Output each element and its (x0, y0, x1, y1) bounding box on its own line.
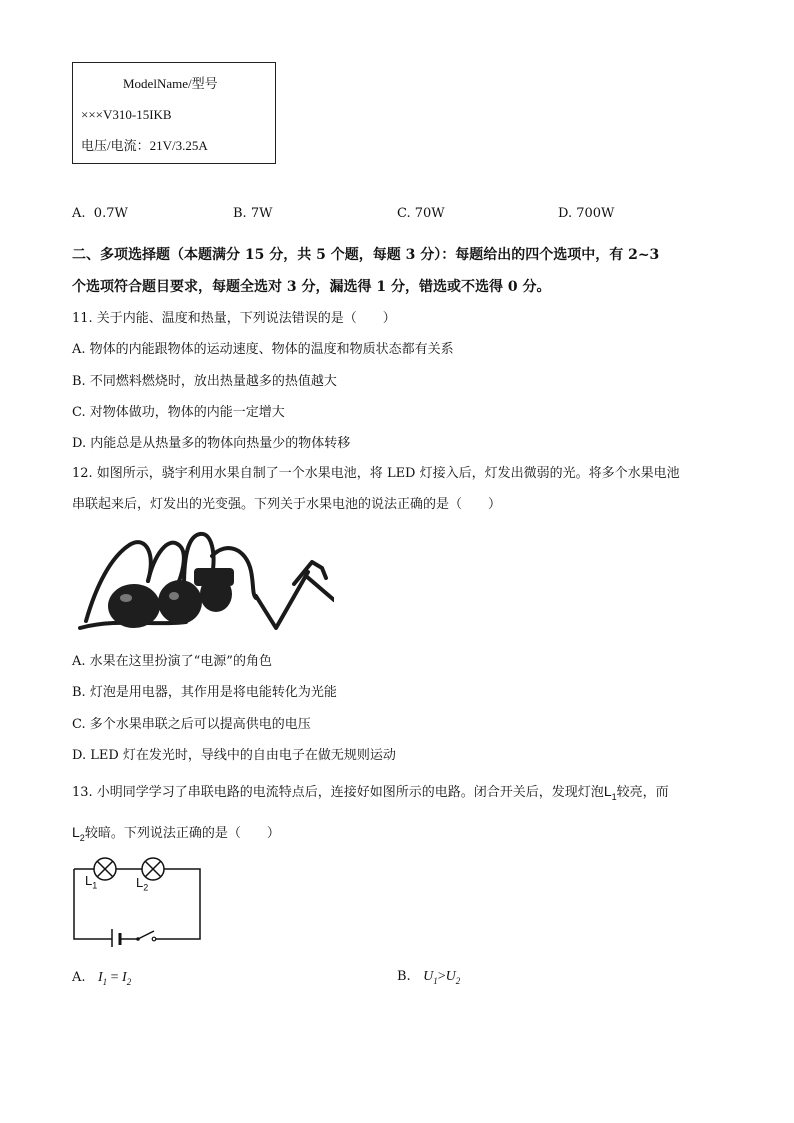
q10-option-c-letter: C. (397, 206, 411, 221)
q10-option-d-text: 700W (576, 206, 615, 221)
q10-option-b-text: 7W (250, 206, 273, 221)
q12-option-c: C. 多个水果串联之后可以提高供电的电压 (72, 717, 311, 732)
current-i1: I (97, 970, 103, 985)
q13-l2-symbol (72, 824, 85, 843)
q12-option-b: B. 灯泡是用电器，其作用是将电能转化为光能 (72, 685, 337, 700)
circuit-label-l2-sub: 2 (143, 882, 149, 893)
greater-than-sign: > (437, 969, 446, 984)
q13-option-a-letter: A. (72, 970, 86, 985)
q13-option-b (397, 970, 460, 986)
q13-l1-letter: L (603, 783, 612, 799)
q12-option-d: D. LED 灯在发光时，导线中的自由电子在做无规则运动 (72, 748, 396, 763)
current-i2: I (122, 970, 127, 985)
q11-option-c: C. 对物体做功，物体的内能一定增大 (72, 405, 285, 420)
current-i2-sub: 2 (126, 976, 132, 987)
fruit-battery-illustration (76, 526, 334, 636)
current-i1-sub: 1 (102, 976, 108, 987)
q11-option-b: B. 不同燃料燃烧时，放出热量越多的热值越大 (72, 374, 337, 389)
circuit-label-l1 (85, 874, 97, 891)
voltage-u1-sub: 1 (433, 975, 438, 986)
circuit-label-l1-sub: 1 (92, 880, 98, 891)
q13-stem-line1-text: 13. 小明同学学习了串联电路的电流特点后，连接好如图所示的电路。闭合开关后，发现灯泡 (72, 785, 604, 800)
nameplate-box (72, 62, 276, 164)
q13-option-b-expr (423, 969, 460, 984)
nameplate-model-value: ×××V310-15IKB (81, 107, 172, 122)
circuit-label-l2 (136, 876, 148, 893)
nameplate-voltage-current: 电压/电流：21V/3.25A (81, 138, 208, 153)
q10-option-a-text: 0.7W (93, 206, 128, 221)
q13-stem-line2-text: 较暗。下列说法正确的是（ ） (84, 826, 280, 841)
voltage-u2: U (445, 969, 456, 984)
switch-contact (152, 937, 156, 941)
q10-option-a (72, 207, 128, 220)
q13-l1-symbol (603, 783, 617, 802)
circuit-label-l1-letter: L (85, 873, 93, 888)
q10-option-d (558, 207, 614, 220)
q13-stem-line1-end: 较亮，而 (616, 785, 669, 800)
q10-option-c (397, 207, 445, 220)
section2-header-line2: 个选项符合题目要求，每题全选对 3 分，漏选得 1 分，错选或不选得 0 分。 (72, 279, 551, 295)
q11-stem: 11. 关于内能、温度和热量，下列说法错误的是（ ） (72, 311, 396, 326)
equals-sign: = (110, 970, 119, 985)
q12-stem-line1: 12. 如图所示，骁宇利用水果自制了一个水果电池，将 LED 灯接入后，灯发出微弱的光。将多个水果电池 (72, 466, 680, 481)
section2-header-line1: 二、多项选择题（本题满分 15 分，共 5 个题，每题 3 分）：每题给出的四个选项中，有 2~3 (72, 247, 660, 263)
q11-option-d: D. 内能总是从热量多的物体向热量少的物体转移 (72, 436, 351, 451)
switch-pivot (136, 937, 140, 941)
q13-l2-subscript: 2 (79, 832, 85, 843)
q12-stem-line2: 串联起来后，灯发出的光变强。下列关于水果电池的说法正确的是（ ） (72, 497, 502, 512)
circuit-label-l2-letter: L (136, 875, 144, 890)
q10-option-a-letter: A. (72, 206, 86, 221)
q11-option-a: A. 物体的内能跟物体的运动速度、物体的温度和物质状态都有关系 (72, 342, 454, 357)
q10-option-c-text: 70W (414, 206, 445, 221)
q13-l2-letter: L (72, 824, 80, 840)
series-circuit-diagram (70, 855, 206, 947)
q13-l1-subscript: 1 (611, 791, 617, 802)
q13-option-a (72, 971, 131, 987)
q10-option-d-letter: D. (558, 206, 573, 221)
voltage-u2-sub: 2 (455, 975, 461, 986)
q13-option-a-expr (98, 970, 131, 985)
q12-option-a: A. 水果在这里扮演了“电源”的角色 (72, 654, 272, 669)
q13-option-b-letter: B. (397, 969, 411, 984)
voltage-u1: U (423, 969, 434, 984)
q10-option-b (233, 207, 272, 220)
q10-option-b-letter: B. (233, 206, 247, 221)
q13-stem-line1 (72, 784, 669, 802)
nameplate-model-label: ModelName/型号 (123, 76, 218, 91)
q13-stem-line2 (72, 825, 280, 843)
